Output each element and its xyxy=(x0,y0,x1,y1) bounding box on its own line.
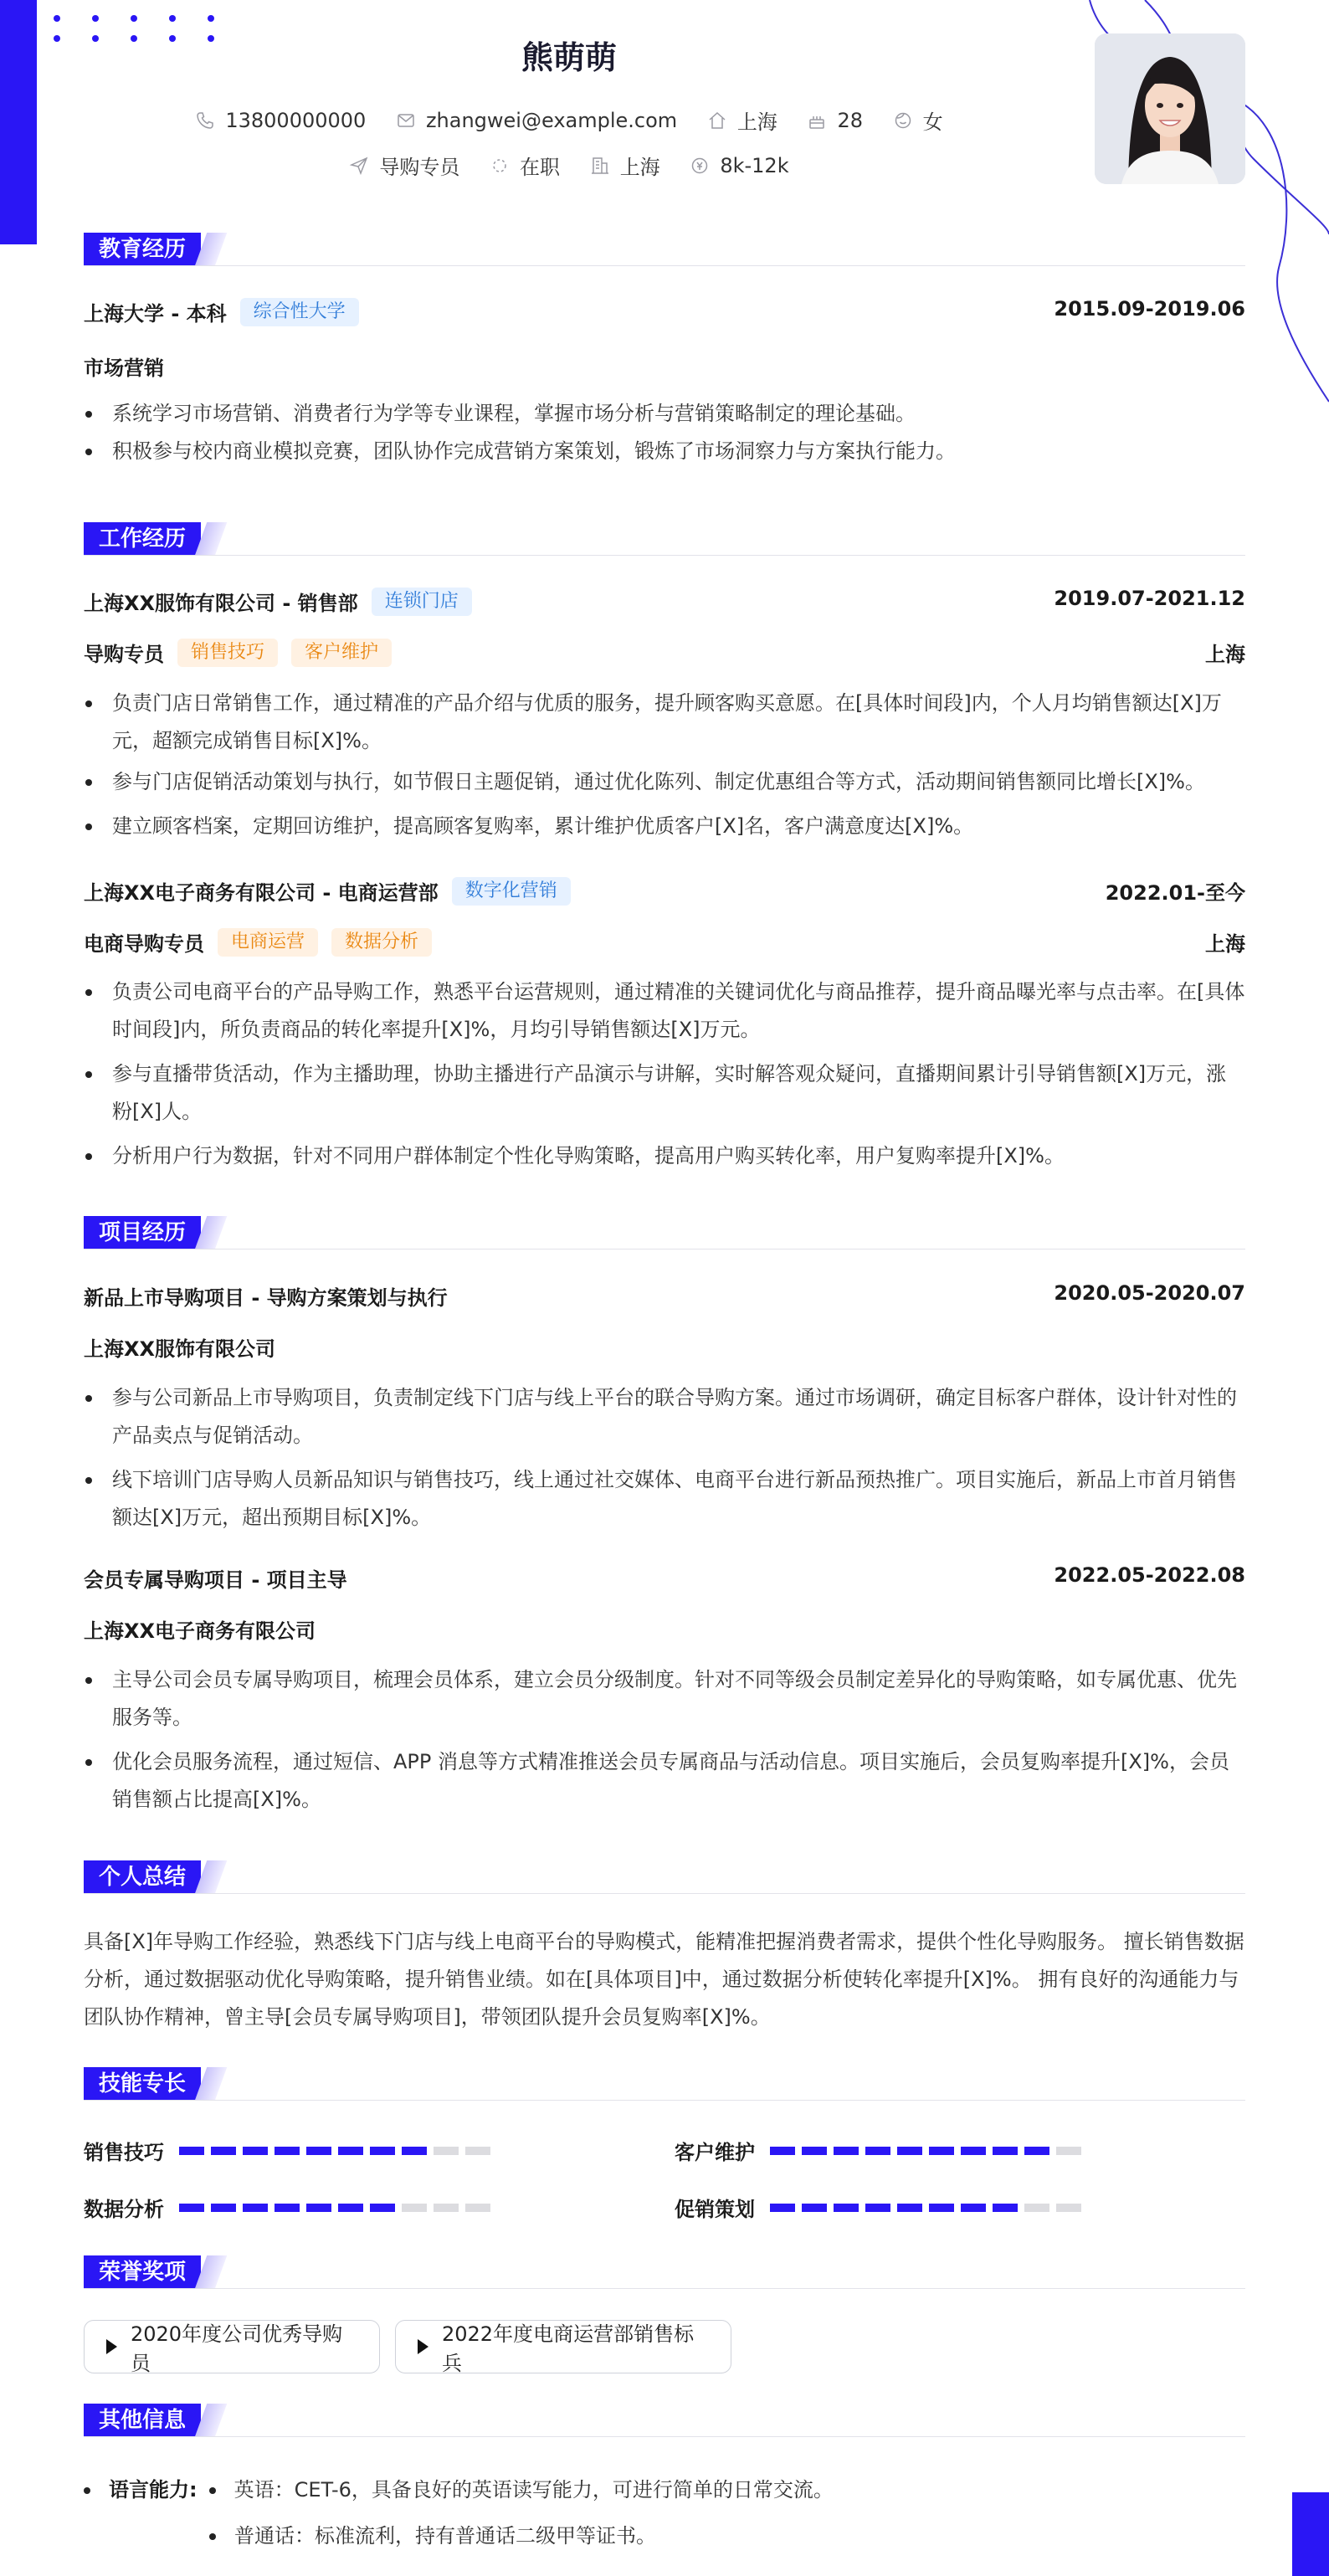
list-item: 线下培训门店导购人员新品知识与销售技巧，线上通过社交媒体、电商平台进行新品预热推广。项目实施后，新品上市首月销售额达[X]万元，超出预期目标[X]%。 xyxy=(84,1461,1245,1537)
list-item: 参与门店促销活动策划与执行，如节假日主题促销，通过优化陈列、制定优惠组合等方式，活动期间销售额同比增长[X]%。 xyxy=(84,763,1245,801)
skill-level-bar xyxy=(179,2204,490,2212)
status-item xyxy=(490,151,560,180)
section-divider xyxy=(84,2288,1245,2289)
other-section-title: 其他信息 xyxy=(84,2404,201,2437)
skill-segment xyxy=(338,2204,363,2212)
list-item: 积极参与校内商业模拟竞赛，团队协作完成营销方案策划，锻炼了市场洞察力与方案执行能力。 xyxy=(84,433,1245,470)
skill-badge: 数据分析 xyxy=(331,928,432,957)
education-section-header xyxy=(84,233,1245,266)
skill-segment xyxy=(834,2204,859,2212)
skill-segment xyxy=(402,2147,427,2155)
skill-badge: 电商运营 xyxy=(218,928,318,957)
phone-icon xyxy=(195,110,215,131)
school-type-badge: 综合性大学 xyxy=(240,298,359,326)
skill-customer xyxy=(675,2136,1081,2165)
skill-segment xyxy=(802,2147,827,2155)
other-section-header xyxy=(84,2404,1245,2437)
play-icon xyxy=(106,2339,117,2354)
list-item: 负责门店日常销售工作，通过精准的产品介绍与优质的服务，提升顾客购买意愿。在[具体时间段]内，个人月均销售额达[X]万元，超额完成销售目标[X]%。 xyxy=(84,685,1245,760)
education-section-title: 教育经历 xyxy=(84,233,201,266)
city-item xyxy=(707,105,777,135)
email-text: zhangwei@example.com xyxy=(425,108,678,132)
building-icon xyxy=(590,156,610,176)
skill-segment xyxy=(770,2147,795,2155)
skill-label: 促销策划 xyxy=(675,2198,755,2221)
list-item: 建立顾客档案，定期回访维护，提高顾客复购率，累计维护优质客户[X]名，客户满意度达[X]%。 xyxy=(84,808,1245,845)
skill-segment xyxy=(465,2147,490,2155)
awards-section-title: 荣誉奖项 xyxy=(84,2255,201,2289)
mail-icon xyxy=(396,110,416,131)
work-period: 2019.07-2021.12 xyxy=(1054,587,1245,610)
job-intent-row xyxy=(0,151,1138,181)
list-item: 参与公司新品上市导购项目，负责制定线下门店与线上平台的联合导购方案。通过市场调研，确定目标客户群体，设计针对性的产品卖点与促销活动。 xyxy=(84,1379,1245,1455)
skill-segment xyxy=(306,2147,331,2155)
work-entry-1-bullets xyxy=(84,685,1245,845)
age-item xyxy=(807,109,863,132)
role-name: 电商导购专员 xyxy=(84,932,204,956)
list-item: 主导公司会员专属导购项目，梳理会员体系，建立会员分级制度。针对不同等级会员制定差异化的导购策略，如专属优惠、优先服务等。 xyxy=(84,1661,1245,1737)
skill-segment xyxy=(770,2204,795,2212)
skill-segment xyxy=(865,2204,890,2212)
skill-segment xyxy=(338,2147,363,2155)
work-entry-2-bullets xyxy=(84,973,1245,1175)
section-divider xyxy=(84,1893,1245,1894)
skill-segment xyxy=(1024,2204,1049,2212)
project-2-bullets xyxy=(84,1661,1245,1819)
work-section-title: 工作经历 xyxy=(84,522,201,556)
skill-segment xyxy=(1056,2204,1081,2212)
skill-segment xyxy=(179,2147,204,2155)
skill-segment xyxy=(929,2147,954,2155)
face-icon xyxy=(893,110,913,131)
skill-segment xyxy=(1024,2147,1049,2155)
company-name: 上海XX服饰有限公司 - 销售部 xyxy=(84,592,358,615)
email-item xyxy=(396,109,677,132)
loading-icon xyxy=(490,156,510,176)
summary-section-title: 个人总结 xyxy=(84,1860,201,1894)
work-section-header xyxy=(84,522,1245,556)
summary-section-header xyxy=(84,1860,1245,1894)
phone-text: 13800000000 xyxy=(225,108,367,132)
role-name: 导购专员 xyxy=(84,643,164,666)
section-divider xyxy=(84,2100,1245,2101)
skill-segment xyxy=(961,2204,986,2212)
projects-section-header xyxy=(84,1216,1245,1250)
skill-badge: 客户维护 xyxy=(291,639,392,667)
language-label: 语言能力: xyxy=(109,2478,198,2502)
skill-segment xyxy=(929,2204,954,2212)
skill-segment xyxy=(306,2204,331,2212)
cake-icon xyxy=(807,110,827,131)
skill-segment xyxy=(243,2204,268,2212)
list-item: 优化会员服务流程，通过短信、APP 消息等方式精准推送会员专属商品与活动信息。项目实施后，会员复购率提升[X]%，会员销售额占比提高[X]%。 xyxy=(84,1743,1245,1819)
skill-level-bar xyxy=(770,2204,1081,2212)
award-label: 2020年度公司优秀导购员 xyxy=(131,2322,343,2375)
age-text: 28 xyxy=(837,108,863,132)
skill-promotion xyxy=(675,2193,1081,2222)
skill-segment xyxy=(370,2204,395,2212)
language-row-2 xyxy=(84,2519,1245,2548)
work-city-item xyxy=(590,151,660,180)
education-period: 2015.09-2019.06 xyxy=(1054,297,1245,321)
project-period: 2022.05-2022.08 xyxy=(1054,1563,1245,1587)
salary-text: 8k-12k xyxy=(720,153,789,177)
skill-segment xyxy=(275,2147,300,2155)
skill-segment xyxy=(465,2204,490,2212)
project-company: 上海XX电子商务有限公司 xyxy=(84,1619,316,1643)
skill-badge: 销售技巧 xyxy=(177,639,278,667)
award-item xyxy=(84,2320,380,2373)
skill-segment xyxy=(834,2147,859,2155)
candidate-name: 熊萌萌 xyxy=(521,39,617,76)
send-icon xyxy=(349,156,369,176)
section-divider xyxy=(84,555,1245,556)
skill-segment xyxy=(802,2204,827,2212)
skill-segment xyxy=(961,2147,986,2155)
skill-analysis xyxy=(84,2193,490,2222)
skill-segment xyxy=(897,2147,922,2155)
skill-segment xyxy=(275,2204,300,2212)
skills-section-title: 技能专长 xyxy=(84,2067,201,2101)
coin-icon xyxy=(690,156,710,176)
awards-section-header xyxy=(84,2255,1245,2289)
company-name: 上海XX电子商务有限公司 - 电商运营部 xyxy=(84,881,439,905)
project-title: 新品上市导购项目 - 导购方案策划与执行 xyxy=(84,1286,448,1310)
project-period: 2020.05-2020.07 xyxy=(1054,1281,1245,1305)
skill-level-bar xyxy=(770,2147,1081,2155)
work-location: 上海 xyxy=(1205,643,1245,666)
skill-segment xyxy=(243,2147,268,2155)
language-item: 英语：CET-6，具备良好的英语读写能力，可进行简单的日常交流。 xyxy=(233,2478,834,2502)
section-divider xyxy=(84,2436,1245,2437)
education-bullets xyxy=(84,395,1245,470)
resume-header xyxy=(0,0,1329,192)
section-divider xyxy=(84,265,1245,266)
major-name: 市场营销 xyxy=(84,357,164,380)
skill-segment xyxy=(179,2204,204,2212)
section-divider xyxy=(84,1249,1245,1250)
skill-segment xyxy=(993,2147,1018,2155)
skill-sales xyxy=(84,2136,490,2165)
profile-photo xyxy=(1095,33,1245,184)
school-name: 上海大学 - 本科 xyxy=(84,302,227,326)
phone-item xyxy=(195,109,366,132)
award-item xyxy=(395,2320,731,2373)
gender-item xyxy=(893,105,943,135)
list-item: 负责公司电商平台的产品导购工作，熟悉平台运营规则，通过精准的关键词优化与商品推荐，提升商品曝光率与点击率。在[具体时间段]内，所负责商品的转化率提升[X]%，月均引导销售额达[X]万元。 xyxy=(84,973,1245,1049)
skill-label: 客户维护 xyxy=(675,2141,755,2164)
summary-text: 具备[X]年导购工作经验，熟悉线下门店与线上电商平台的导购模式，能精准把握消费者需求，提供个性化导购服务。 擅长销售数据分析，通过数据驱动优化导购策略，提升销售业绩。如在[具体项目]中，通过数据分析使转化率提升[X]%。 拥有良好的沟通能力与团队协作精神，曾主导[会员专属导购项目]，带领团队提升会员复购率[X]%。 xyxy=(84,1930,1244,2029)
list-item: 参与直播带货活动，作为主播助理，协助主播进行产品演示与讲解，实时解答观众疑问，直播期间累计引导销售额[X]万元，涨粉[X]人。 xyxy=(84,1055,1245,1131)
work-location: 上海 xyxy=(1205,932,1245,956)
skill-segment xyxy=(434,2147,459,2155)
company-type-badge: 数字化营销 xyxy=(452,877,571,906)
skill-segment xyxy=(865,2147,890,2155)
position-item xyxy=(349,151,459,180)
project-company: 上海XX服饰有限公司 xyxy=(84,1337,276,1361)
project-1-bullets xyxy=(84,1379,1245,1537)
company-type-badge: 连锁门店 xyxy=(372,588,472,616)
position-text: 导购专员 xyxy=(379,156,460,179)
play-icon xyxy=(418,2339,428,2354)
city-text: 上海 xyxy=(736,110,777,134)
skill-segment xyxy=(897,2204,922,2212)
skill-segment xyxy=(211,2147,236,2155)
language-row-1 xyxy=(84,2473,1245,2502)
home-icon xyxy=(707,110,727,131)
language-item: 普通话：标准流利，持有普通话二级甲等证书。 xyxy=(234,2524,656,2548)
skills-section-header xyxy=(84,2067,1245,2101)
skill-segment xyxy=(370,2147,395,2155)
skill-level-bar xyxy=(179,2147,490,2155)
skill-segment xyxy=(434,2204,459,2212)
skill-label: 数据分析 xyxy=(84,2198,164,2221)
work-city-text: 上海 xyxy=(619,156,660,179)
skill-segment xyxy=(1056,2147,1081,2155)
avatar-portrait xyxy=(1095,33,1245,184)
salary-item xyxy=(690,154,788,177)
right-accent-bar xyxy=(1292,2492,1329,2576)
gender-text: 女 xyxy=(922,110,943,134)
skill-segment xyxy=(211,2204,236,2212)
status-text: 在职 xyxy=(520,156,561,179)
award-label: 2022年度电商运营部销售标兵 xyxy=(442,2322,695,2375)
list-item: 分析用户行为数据，针对不同用户群体制定个性化导购策略，提高用户购买转化率，用户复购率提升[X]%。 xyxy=(84,1137,1245,1175)
project-title: 会员专属导购项目 - 项目主导 xyxy=(84,1568,347,1592)
list-item: 系统学习市场营销、消费者行为学等专业课程，掌握市场分析与营销策略制定的理论基础。 xyxy=(84,395,1245,433)
projects-section-title: 项目经历 xyxy=(84,1216,201,1250)
skill-segment xyxy=(993,2204,1018,2212)
work-period: 2022.01-至今 xyxy=(1105,881,1245,905)
skill-segment xyxy=(402,2204,427,2212)
contact-row xyxy=(0,105,1138,136)
skill-label: 销售技巧 xyxy=(84,2141,164,2164)
